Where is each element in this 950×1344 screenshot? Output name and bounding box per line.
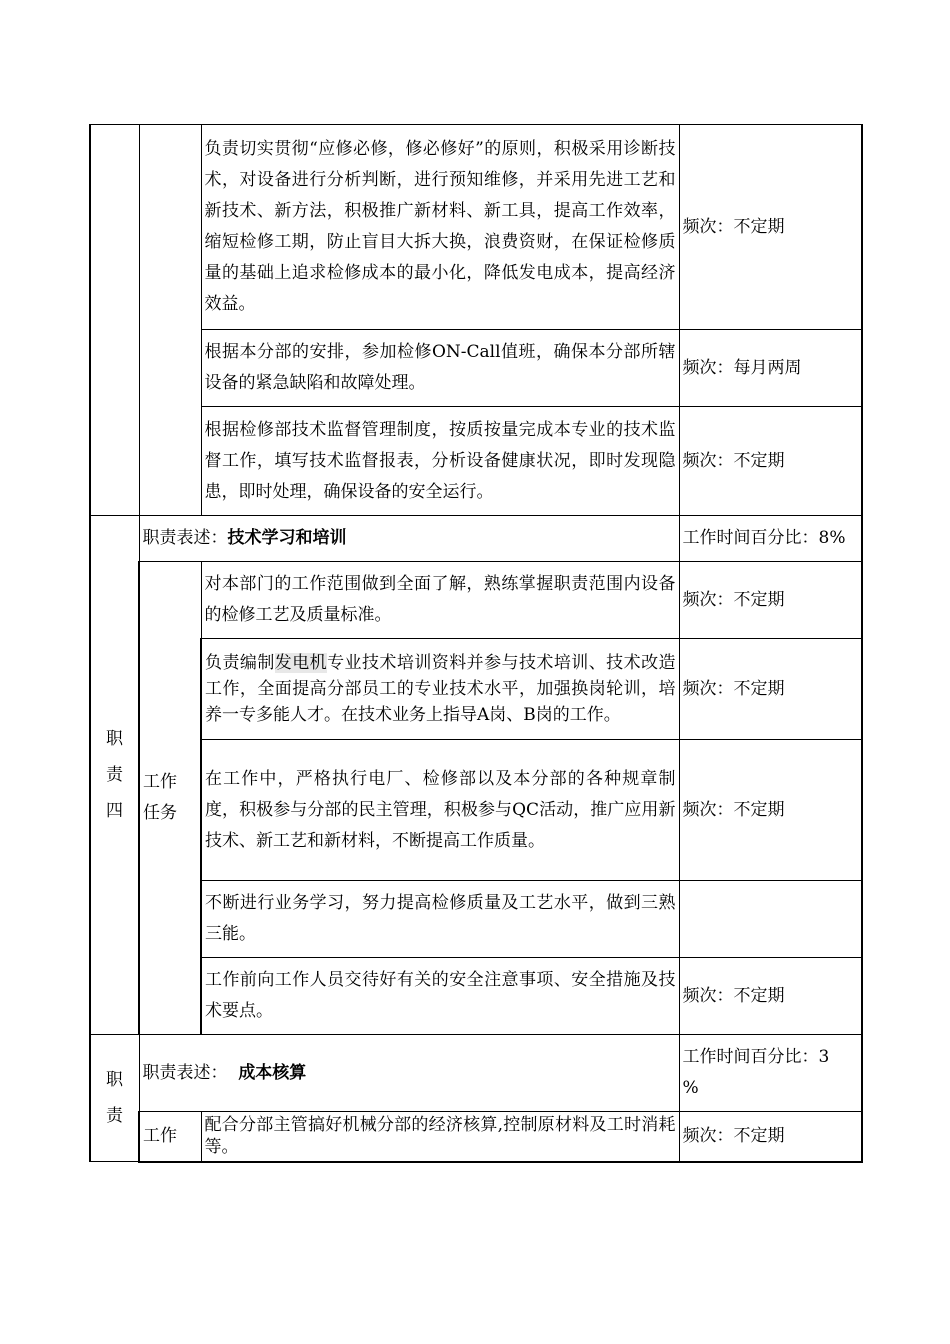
task-text: 根据检修部技术监督管理制度，按质按量完成本专业的技术监督工作，填写技术监督报表，分析设备健康状况，即时发现隐患，即时处理，确保设备的安全运行。 <box>201 407 679 516</box>
duty-5-description <box>139 1035 679 1112</box>
table-row <box>90 1112 862 1162</box>
duty-description-label: 职责表述： <box>142 528 228 548</box>
duty-5-label-char: 职 <box>106 1070 123 1090</box>
task-text: 负责切实贯彻“应修必修，修必修好”的原则，积极采用诊断技术，对设备进行分析判断，进行预知维修，并采用先进工艺和新技术、新方法，积极推广新材料、新工具，提高工作效率，缩短检修工期，防止盲目大拆大换，浪费资财，在保证检修质量的基础上追求检修成本的最小化，降低发电成本，提高经济效益。 <box>201 125 679 330</box>
duty-4-label-char: 职 <box>106 729 123 749</box>
duty-4-label <box>90 516 139 1035</box>
table-row <box>90 407 862 516</box>
duty-label-cell <box>90 330 139 407</box>
duty-label-cell <box>90 407 139 516</box>
work-time-percentage-line: 工作时间百分比：3 <box>682 1047 830 1067</box>
task-frequency: 频次：不定期 <box>679 125 862 330</box>
task-text: 根据本分部的安排，参加检修ON-Call值班，确保本分部所辖设备的紧急缺陷和故障处理。 <box>201 330 679 407</box>
highlighted-term: 发电机 <box>274 653 328 673</box>
task-category-label-line: 工作 <box>143 772 177 792</box>
task-label-cell <box>139 407 201 516</box>
table-row <box>90 740 862 881</box>
duty-4-description <box>139 516 679 562</box>
task-label-cell <box>139 330 201 407</box>
table-row <box>90 958 862 1035</box>
task-text: 配合分部主管搞好机械分部的经济核算,控制原材料及工时消耗等。 <box>201 1112 679 1162</box>
task-frequency: 频次：不定期 <box>679 407 862 516</box>
work-time-percentage: 工作时间百分比：8% <box>679 516 862 562</box>
task-frequency: 频次：每月两周 <box>679 330 862 407</box>
duty-label-cell <box>90 125 139 330</box>
work-time-percentage-line: % <box>682 1078 699 1098</box>
task-frequency: 频次：不定期 <box>679 562 862 639</box>
duty-4-label-char: 责 <box>106 765 123 785</box>
duty-description-title: 技术学习和培训 <box>227 528 347 548</box>
table-row <box>90 125 862 330</box>
table-row <box>90 1035 862 1112</box>
task-frequency: 频次：不定期 <box>679 1112 862 1162</box>
task-text <box>201 639 679 740</box>
task-label-cell <box>139 125 201 330</box>
duty-description-title: 成本核算 <box>238 1062 307 1083</box>
task-category-label-line: 任务 <box>143 803 177 823</box>
task-frequency <box>679 881 862 958</box>
table-row <box>90 881 862 958</box>
table-row <box>90 330 862 407</box>
duty-5-label-char: 责 <box>106 1106 123 1126</box>
table-row <box>90 516 862 562</box>
table-row <box>90 562 862 639</box>
task-category-label <box>139 562 201 1035</box>
duty-description-label: 职责表述： <box>142 1062 228 1083</box>
task-frequency: 频次：不定期 <box>679 639 862 740</box>
task-text-part: 专业技术培训资料并参与技术培训、技术改造工作，全面提高分部员工的专业技术水平，加强换岗轮训，培养一专多能人才。在技术业务上指导A岗、B岗的工作。 <box>205 653 676 725</box>
task-frequency: 频次：不定期 <box>679 740 862 881</box>
task-text: 在工作中，严格执行电厂、检修部以及本分部的各种规章制度，积极参与分部的民主管理，积极参与QC活动，推广应用新技术、新工艺和新材料，不断提高工作质量。 <box>201 740 679 881</box>
duty-4-label-char: 四 <box>106 801 123 821</box>
table-row <box>90 639 862 740</box>
work-time-percentage <box>679 1035 862 1112</box>
task-frequency: 频次：不定期 <box>679 958 862 1035</box>
task-text: 不断进行业务学习，努力提高检修质量及工艺水平，做到三熟三能。 <box>201 881 679 958</box>
job-duty-table <box>89 124 863 1163</box>
duty-5-label <box>90 1035 139 1162</box>
task-text: 对本部门的工作范围做到全面了解，熟练掌握职责范围内设备的检修工艺及质量标准。 <box>201 562 679 639</box>
task-category-label: 工作 <box>139 1112 201 1162</box>
task-text-part: 负责编制 <box>205 653 275 673</box>
task-text: 工作前向工作人员交待好有关的安全注意事项、安全措施及技术要点。 <box>201 958 679 1035</box>
